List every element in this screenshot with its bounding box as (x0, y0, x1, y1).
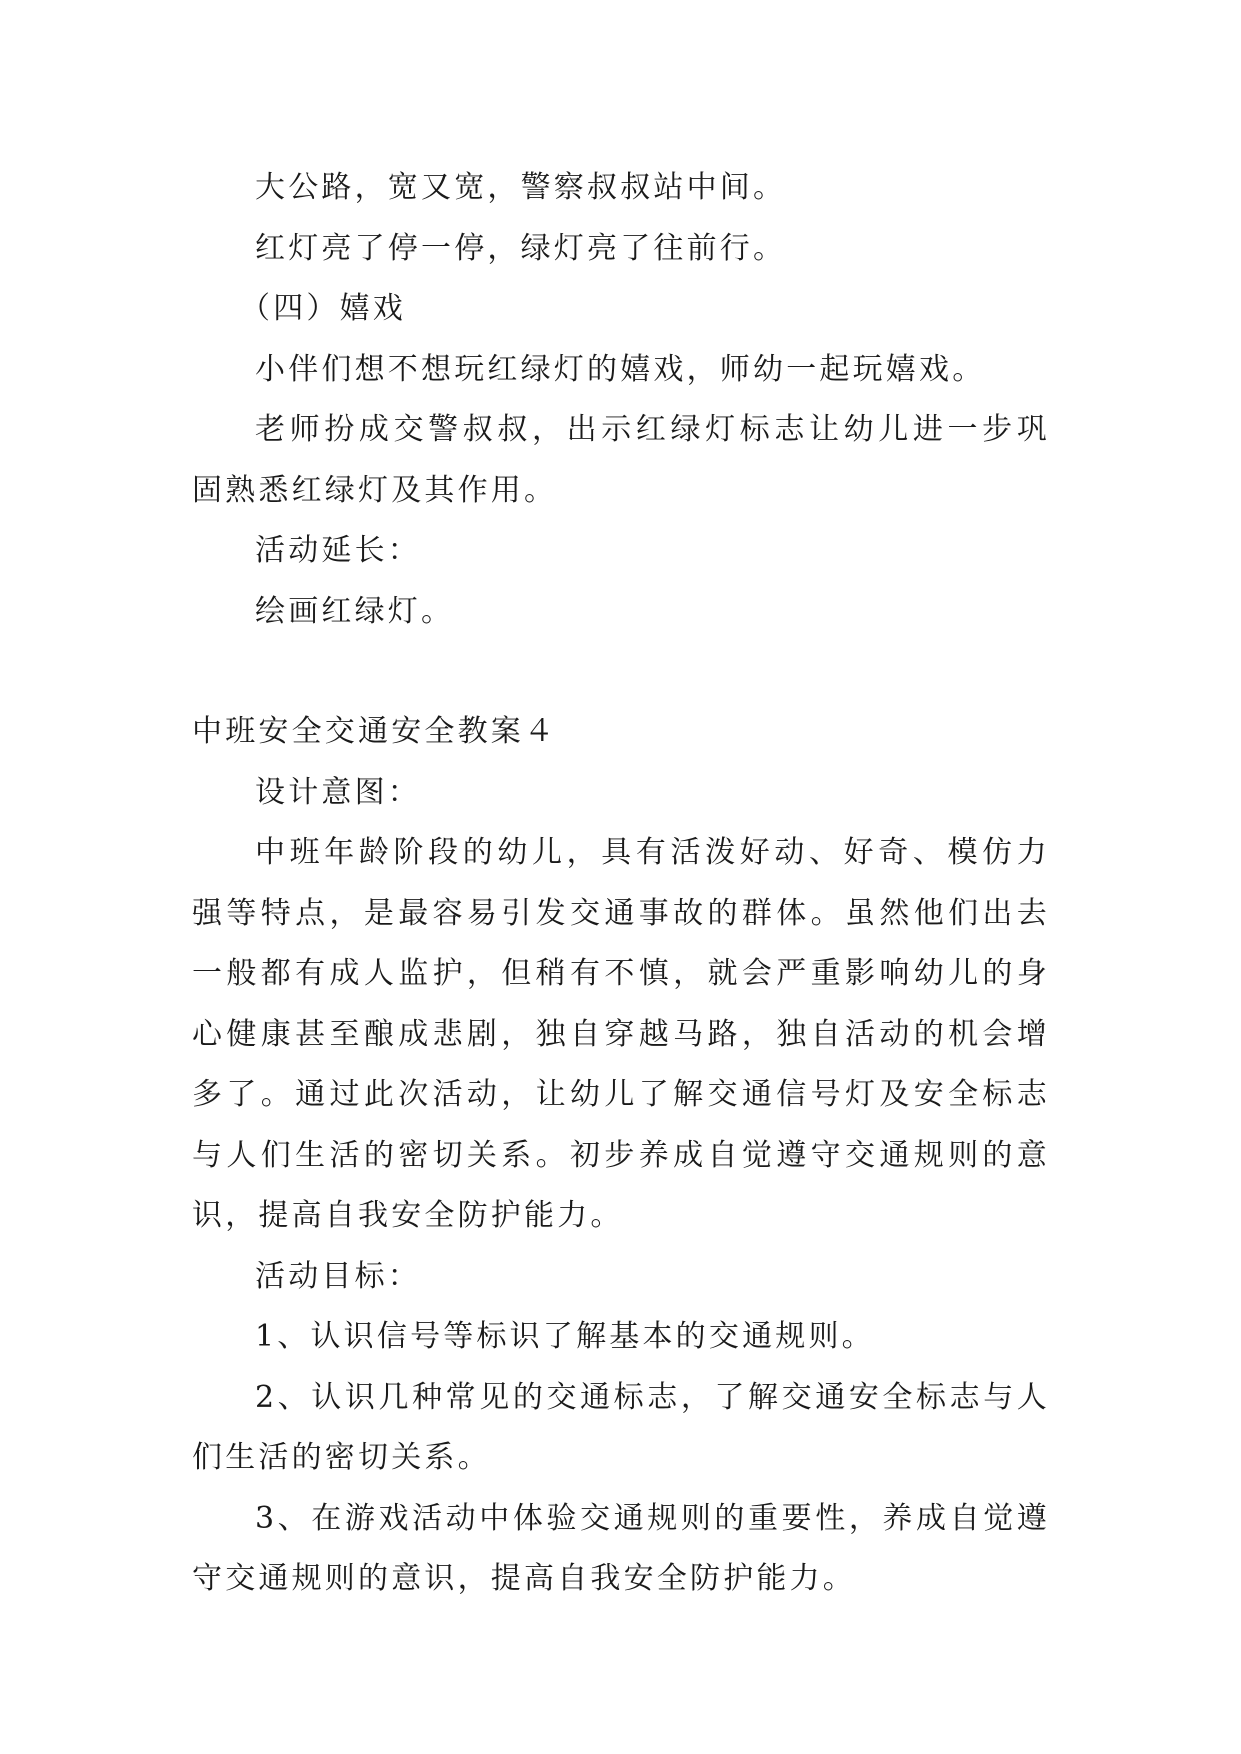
step-heading-game: （四）嬉戏 (240, 291, 406, 326)
section-gap (192, 642, 1050, 702)
section-title: 中班安全交通安全教案４ (192, 714, 558, 749)
design-intent-paragraph: 中班年龄阶段的幼儿，具有活泼好动、好奇、模仿力强等特点，是最容易引发交通事故的群体。虽然他们出去一般都有成人监护，但稍有不慎，就会严重影响幼儿的身心健康甚至酿成悲剧，独自穿越马路，独自活动的机会增多了。通过此次活动，让幼儿了解交通信号灯及安全标志与人们生活的密切关系。初步养成自觉遵守交通规则的意识，提高自我安全防护能力。 (192, 835, 1050, 1233)
game-intro-paragraph: 小伴们想不想玩红绿灯的嬉戏，师幼一起玩嬉戏。 (255, 351, 986, 387)
poem-line-2: 红灯亮了停一停，绿灯亮了往前行。 (255, 230, 787, 266)
goal-item-3: 3、在游戏活动中体验交通规则的重要性，养成自觉遵守交通规则的意识，提高自我安全防护能力。 (192, 1500, 1050, 1596)
poem-line-1: 大公路，宽又宽，警察叔叔站中间。 (255, 170, 787, 205)
activity-goals-label: 活动目标： (255, 1258, 421, 1294)
goal-item-2: 2、认识几种常见的交通标志，了解交通安全标志与人们生活的密切关系。 (192, 1379, 1050, 1475)
design-intent-label: 设计意图： (255, 774, 421, 810)
document-body (192, 158, 1050, 1610)
activity-extension-label: 活动延长： (255, 533, 421, 568)
game-description-paragraph: 老师扮成交警叔叔，出示红绿灯标志让幼儿进一步巩固熟悉红绿灯及其作用。 (192, 412, 1050, 508)
goal-item-1: 1、认识信号等标识了解基本的交通规则。 (255, 1319, 875, 1354)
activity-extension-text: 绘画红绿灯。 (255, 593, 455, 629)
